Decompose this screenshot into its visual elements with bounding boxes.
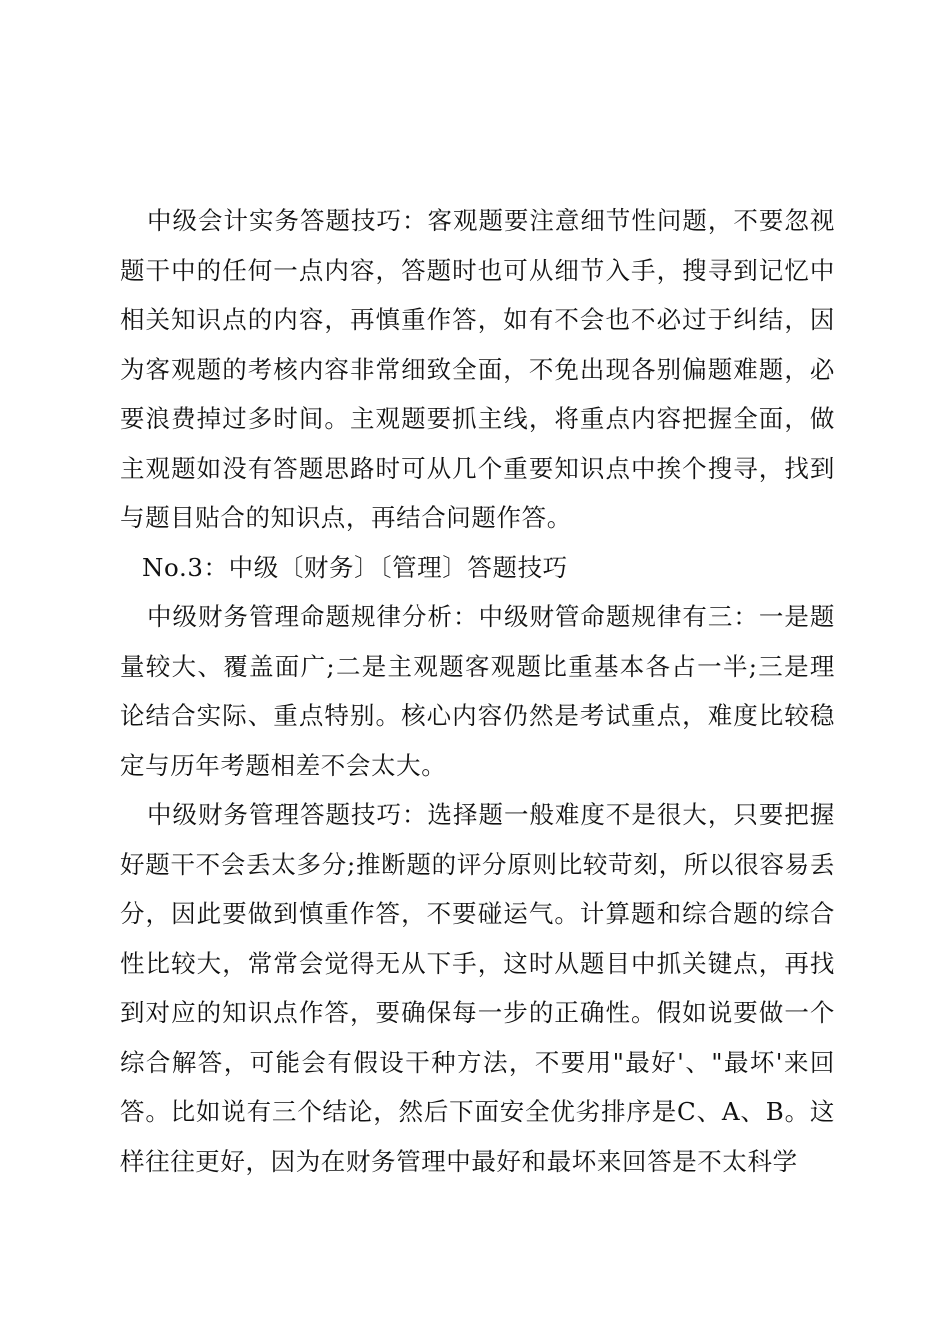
paragraph-accounting-tips: 中级会计实务答题技巧：客观题要注意细节性问题，不要忽视题干中的任何一点内容，答题时也可从细节入手，搜寻到记忆中相关知识点的内容，再慎重作答，如有不会也不必过于纠结，因为客观题的考核内容非常细致全面，不免出现各别偏题难题，必要浪费掉过多时间。主观题要抓主线，将重点内容把握全面，做主观题如没有答题思路时可从几个重要知识点中挨个搜寻，找到与题目贴合的知识点，再结合问题作答。: [120, 206, 835, 532]
paragraph-finance-rules: 中级财务管理命题规律分析：中级财管命题规律有三：一是题量较大、覆盖面广;二是主观题客观题比重基本各占一半;三是理论结合实际、重点特别。核心内容仍然是考试重点，难度比较稳定与历年考题相差不会太大。: [120, 602, 835, 780]
section-heading-no3: No.3：中级〔财务〕〔管理〕答题技巧: [142, 552, 568, 582]
document-body: [120, 196, 835, 1186]
paragraph-finance-tips: 中级财务管理答题技巧：选择题一般难度不是很大，只要把握好题干不会丢太多分;推断题的评分原则比较苛刻，所以很容易丢分，因此要做到慎重作答，不要碰运气。计算题和综合题的综合性比较大，常常会觉得无从下手，这时从题目中抓关键点，再找到对应的知识点作答，要确保每一步的正确性。假如说要做一个综合解答，可能会有假设干种方法，不要用"最好'、"最坏'来回答。比如说有三个结论，然后下面安全优劣排序是C、A、B。这样往往更好，因为在财务管理中最好和最坏来回答是不太科学: [120, 800, 835, 1176]
